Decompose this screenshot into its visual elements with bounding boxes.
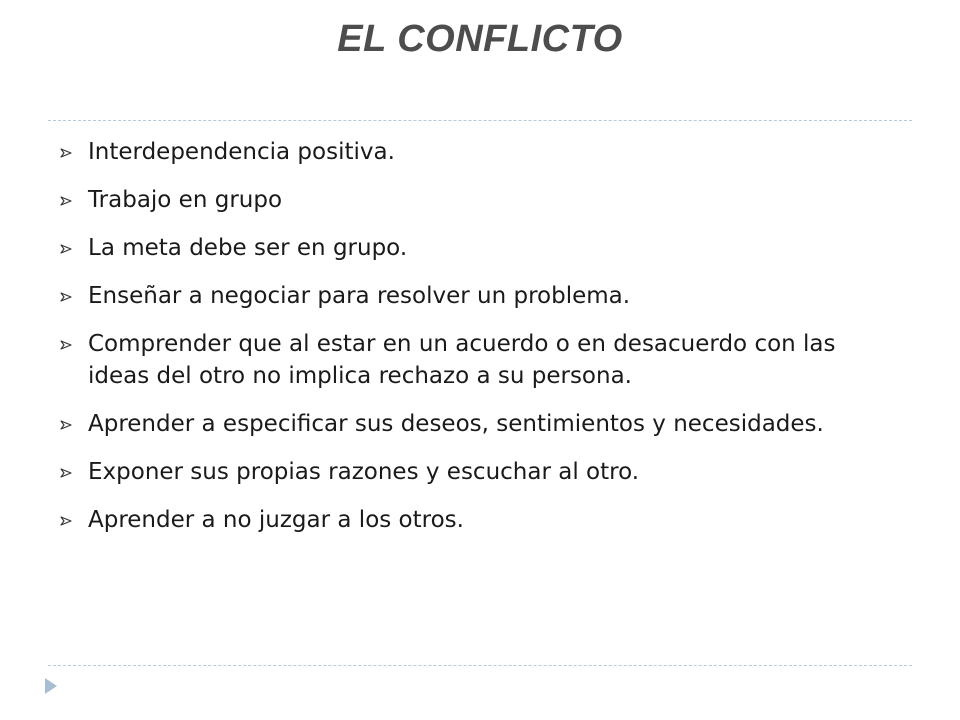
bullet-item — [58, 232, 858, 264]
arrowhead-bullet-icon — [60, 148, 72, 158]
slide-title: EL CONFLICTO — [337, 18, 623, 60]
bullet-text: La meta debe ser en grupo. — [88, 235, 408, 261]
arrowhead-bullet-icon — [60, 196, 72, 206]
bullet-text: Exponer sus propias razones y escuchar al otro. — [88, 459, 640, 485]
triangle-marker-icon — [44, 677, 58, 695]
bullet-item — [58, 136, 858, 168]
top-divider — [48, 120, 912, 121]
arrowhead-bullet-icon — [60, 244, 72, 254]
bottom-divider — [48, 665, 912, 666]
bullet-item — [58, 456, 858, 488]
bullet-text: Interdependencia positiva. — [88, 139, 395, 165]
bullet-text: Aprender a no juzgar a los otros. — [88, 507, 464, 533]
bullet-item — [58, 328, 858, 392]
bullet-text: Trabajo en grupo — [88, 187, 283, 213]
bullet-text: Comprender que al estar en un acuerdo o en desacuerdo con las ideas del otro no implica rechazo a su persona. — [88, 331, 836, 389]
arrowhead-bullet-icon — [60, 292, 72, 302]
arrowhead-bullet-icon — [60, 420, 72, 430]
bullet-item — [58, 184, 858, 216]
bullet-item — [58, 280, 858, 312]
bullet-item — [58, 504, 858, 536]
bullet-text: Enseñar a negociar para resolver un problema. — [88, 283, 631, 309]
arrowhead-bullet-icon — [60, 516, 72, 526]
arrowhead-bullet-icon — [60, 340, 72, 350]
bullet-item — [58, 408, 858, 440]
bullet-text: Aprender a especificar sus deseos, sentimientos y necesidades. — [88, 411, 824, 437]
arrowhead-bullet-icon — [60, 468, 72, 478]
bullet-list — [58, 136, 858, 552]
